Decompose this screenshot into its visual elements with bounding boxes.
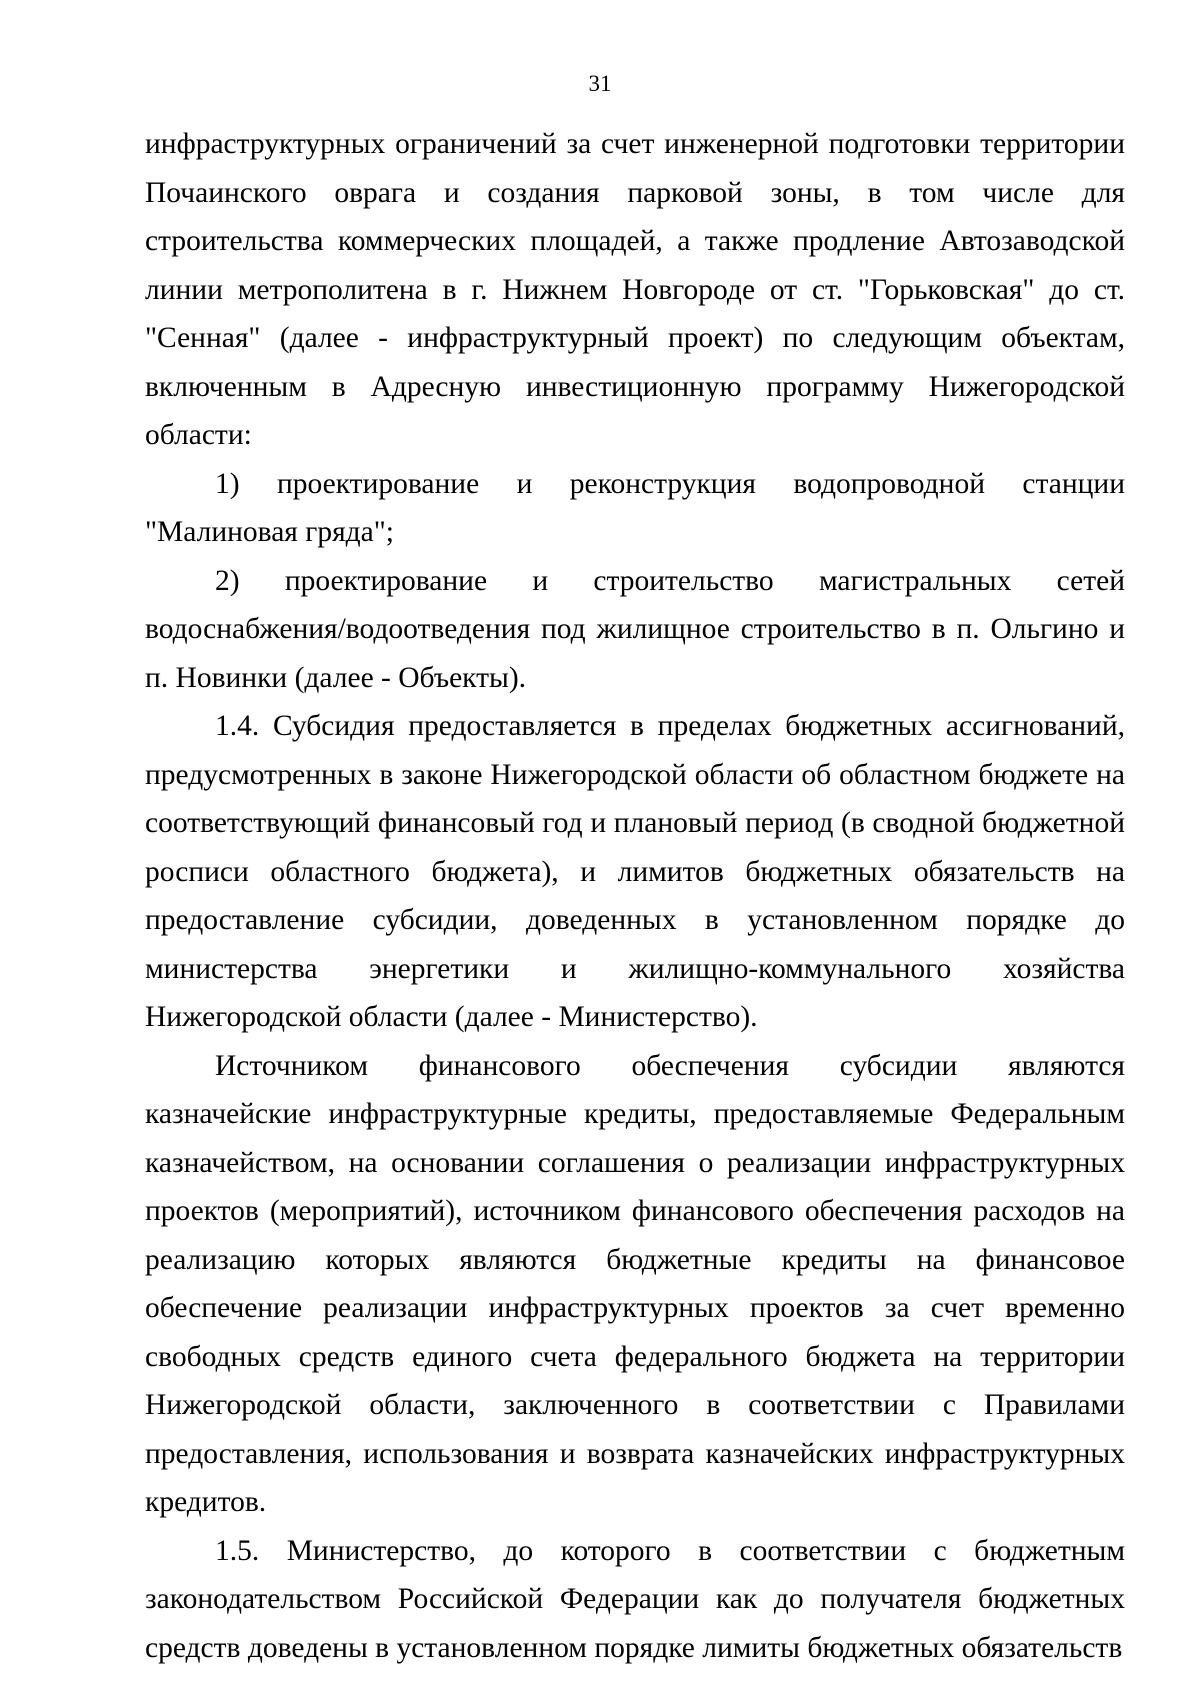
paragraph-section-1-4: 1.4. Субсидия предоставляется в пределах бюджетных ассигнований, предусмотренных в законе Нижегородской области об областном бюджете на соответствующий финансовый год и плановый период (в сводной бюджетной росписи областного бюджета), и лимитов бюджетных обязательств на предоставление субсидии, доведенных в установленном порядке до министерства энергетики и жилищно-коммунального хозяйства Нижегородской области (далее - Министерство). [145,710,1125,1033]
paragraph-item-2: 2) проектирование и строительство магистральных сетей водоснабжения/водоотведения под жилищное строительство в п. Ольгино и п. Новинки (далее - Объекты). [145,564,1125,694]
page-number: 31 [588,71,612,96]
document-body [145,120,1125,1672]
paragraph-funding-source: Источником финансового обеспечения субсидии являются казначейские инфраструктурные кредиты, предоставляемые Федеральным казначейством, на основании соглашения о реализации инфраструктурных проектов (мероприятий), источником финансового обеспечения расходов на реализацию которых являются бюджетные кредиты на финансовое обеспечение реализации инфраструктурных проектов за счет временно свободных средств единого счета федерального бюджета на территории Нижегородской области, заключенного в соответствии с Правилами предоставления, использования и возврата казначейских инфраструктурных кредитов. [145,1049,1125,1518]
paragraph-item-1: 1) проектирование и реконструкция водопроводной станции "Малиновая гряда"; [145,467,1125,548]
paragraph-section-1-5: 1.5. Министерство, до которого в соответствии с бюджетным законодательством Российской Федерации как до получателя бюджетных средств доведены в установленном порядке лимиты бюджетных обязательств [145,1534,1125,1664]
paragraph-continuation: инфраструктурных ограничений за счет инженерной подготовки территории Почаинского оврага и создания парковой зоны, в том числе для строительства коммерческих площадей, а также продление Автозаводской линии метрополитена в г. Нижнем Новгороде от ст. "Горьковская" до ст. "Сенная" (далее - инфраструктурный проект) по следующим объектам, включенным в Адресную инвестиционную программу Нижегородской области: [145,128,1125,451]
